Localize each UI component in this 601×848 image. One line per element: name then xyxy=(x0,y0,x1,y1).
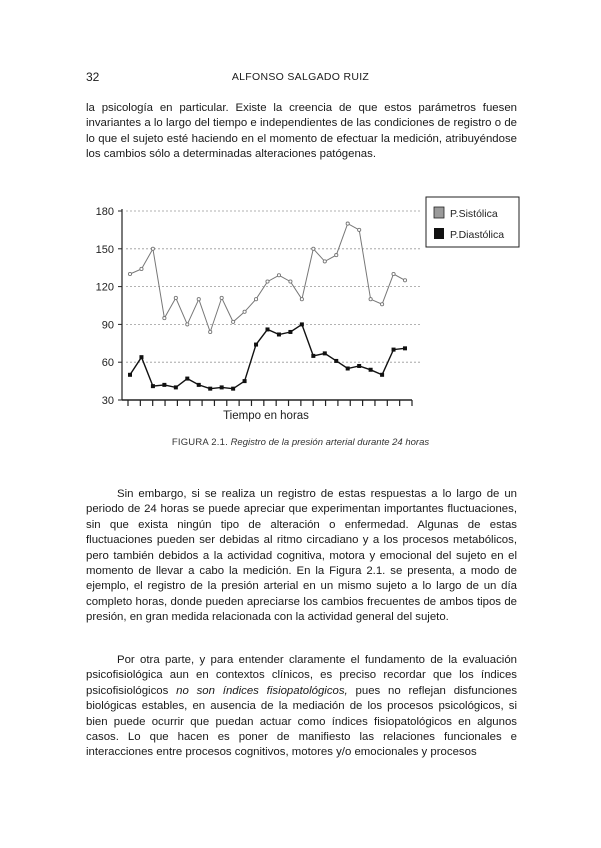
diastolic-point xyxy=(185,377,189,381)
systolic-point xyxy=(392,272,395,275)
systolic-point xyxy=(300,298,303,301)
legend-label-systolic: P.Sistólica xyxy=(450,208,498,220)
diastolic-point xyxy=(266,327,270,331)
systolic-point xyxy=(209,330,212,333)
diastolic-point xyxy=(220,385,224,389)
figure-chart xyxy=(0,195,601,430)
y-tick-label: 120 xyxy=(95,281,114,294)
diastolic-line xyxy=(130,324,405,388)
diastolic-point xyxy=(380,373,384,377)
paragraph-intro: la psicología en particular. Existe la creencia de que estos parámetros fuesen invariantes a lo largo del tiempo e independientes de las condiciones de registro o de lo que el sujeto esté haciendo en el momento de efectuar la medición, atribuyéndose los cambios sólo a determinadas alteraciones patógenas. xyxy=(86,102,517,161)
paragraph3-end: pues no reflejan disfunciones biológicas estables, en ausencia de la mediación de los procesos psicológicos, si bien puede ocurrir que puedan actuar como índices fisiopatológicos en algunos casos. Lo que hacen es poner de manifiesto las relaciones funcionales e interacciones entre procesos cognitivos, motores y/o emocionales y procesos xyxy=(86,684,518,759)
diastolic-point xyxy=(403,346,407,350)
systolic-point xyxy=(323,260,326,263)
systolic-point xyxy=(254,298,257,301)
diastolic-point xyxy=(208,387,212,391)
systolic-point xyxy=(266,280,269,283)
diastolic-point xyxy=(288,330,292,334)
diastolic-point xyxy=(174,385,178,389)
diastolic-point xyxy=(277,332,281,336)
legend-label-diastolic: P.Diastólica xyxy=(450,229,505,241)
systolic-point xyxy=(186,323,189,326)
diastolic-point xyxy=(231,387,235,391)
y-tick-label: 90 xyxy=(101,319,114,332)
paragraph3-italic: no son índices fisiopatológicos, xyxy=(176,684,348,697)
diastolic-point xyxy=(162,383,166,387)
diastolic-point xyxy=(346,367,350,371)
page-number: 32 xyxy=(86,70,100,84)
diastolic-point xyxy=(392,348,396,352)
y-tick-label: 60 xyxy=(101,357,114,370)
y-tick-label: 150 xyxy=(95,243,114,256)
systolic-point xyxy=(163,317,166,320)
systolic-point xyxy=(403,279,406,282)
systolic-line xyxy=(130,224,405,332)
diastolic-point xyxy=(334,359,338,363)
paragraph-fluctuations: Sin embargo, si se realiza un registro de estas respuestas a lo largo de un periodo de 24 horas se puede apreciar que experimentan importantes fluctuaciones, sin que exista ningún tipo de alteración o enfermedad. Algunas de estas fluctuaciones pueden ser debidas al ritmo circadiano y a los procesos metabólicos, pero también debidos a la actividad cognitiva, motora y emocional del sujeto en el momento de llevar a cabo la medición. En la Figura 2.1. se presenta, a modo de ejemplo, el registro de la presión arterial en un mismo sujeto a lo largo de un día completo horas, donde pueden apreciarse los cambios frecuentes de ambos tipos de presión, en gran medida relacionada con la actividad general del sujeto. xyxy=(86,488,517,624)
y-tick-label: 30 xyxy=(101,395,114,407)
diastolic-point xyxy=(128,373,132,377)
systolic-point xyxy=(243,310,246,313)
figure-caption xyxy=(0,437,601,448)
systolic-point xyxy=(232,320,235,323)
systolic-point xyxy=(369,298,372,301)
diastolic-point xyxy=(311,354,315,358)
systolic-point xyxy=(151,247,154,250)
systolic-point xyxy=(380,303,383,306)
diastolic-point xyxy=(139,355,143,359)
legend-swatch-systolic xyxy=(434,207,444,218)
diastolic-point xyxy=(254,343,258,347)
systolic-point xyxy=(277,274,280,277)
systolic-point xyxy=(220,296,223,299)
diastolic-point xyxy=(300,322,304,326)
diastolic-point xyxy=(151,384,155,388)
legend-swatch-diastolic xyxy=(434,228,444,239)
x-axis-label: Tiempo en horas xyxy=(223,410,309,422)
diastolic-point xyxy=(243,379,247,383)
bp-chart-svg xyxy=(0,195,601,430)
y-tick-label: 180 xyxy=(95,206,114,218)
systolic-point xyxy=(197,298,200,301)
systolic-point xyxy=(358,228,361,231)
systolic-point xyxy=(140,267,143,270)
systolic-point xyxy=(346,222,349,225)
figure-caption-text: Registro de la presión arterial durante 24 horas xyxy=(230,437,430,448)
diastolic-point xyxy=(323,351,327,355)
diastolic-point xyxy=(357,364,361,368)
running-head: ALFONSO SALGADO RUIZ xyxy=(231,71,370,83)
systolic-point xyxy=(289,280,292,283)
systolic-point xyxy=(335,254,338,257)
diastolic-point xyxy=(197,383,201,387)
figure-label: FIGURA 2.1. xyxy=(171,437,228,448)
diastolic-point xyxy=(369,368,373,372)
paragraph-psychophysiology xyxy=(86,653,517,761)
systolic-point xyxy=(312,247,315,250)
systolic-point xyxy=(128,272,131,275)
systolic-point xyxy=(174,296,177,299)
paragraph3-start: Por otra parte, y para entender claramente el fundamento de la evaluación psicofisiológica aun en contextos clínicos, es preciso recordar que los índices psicofisiológicos xyxy=(86,654,517,697)
